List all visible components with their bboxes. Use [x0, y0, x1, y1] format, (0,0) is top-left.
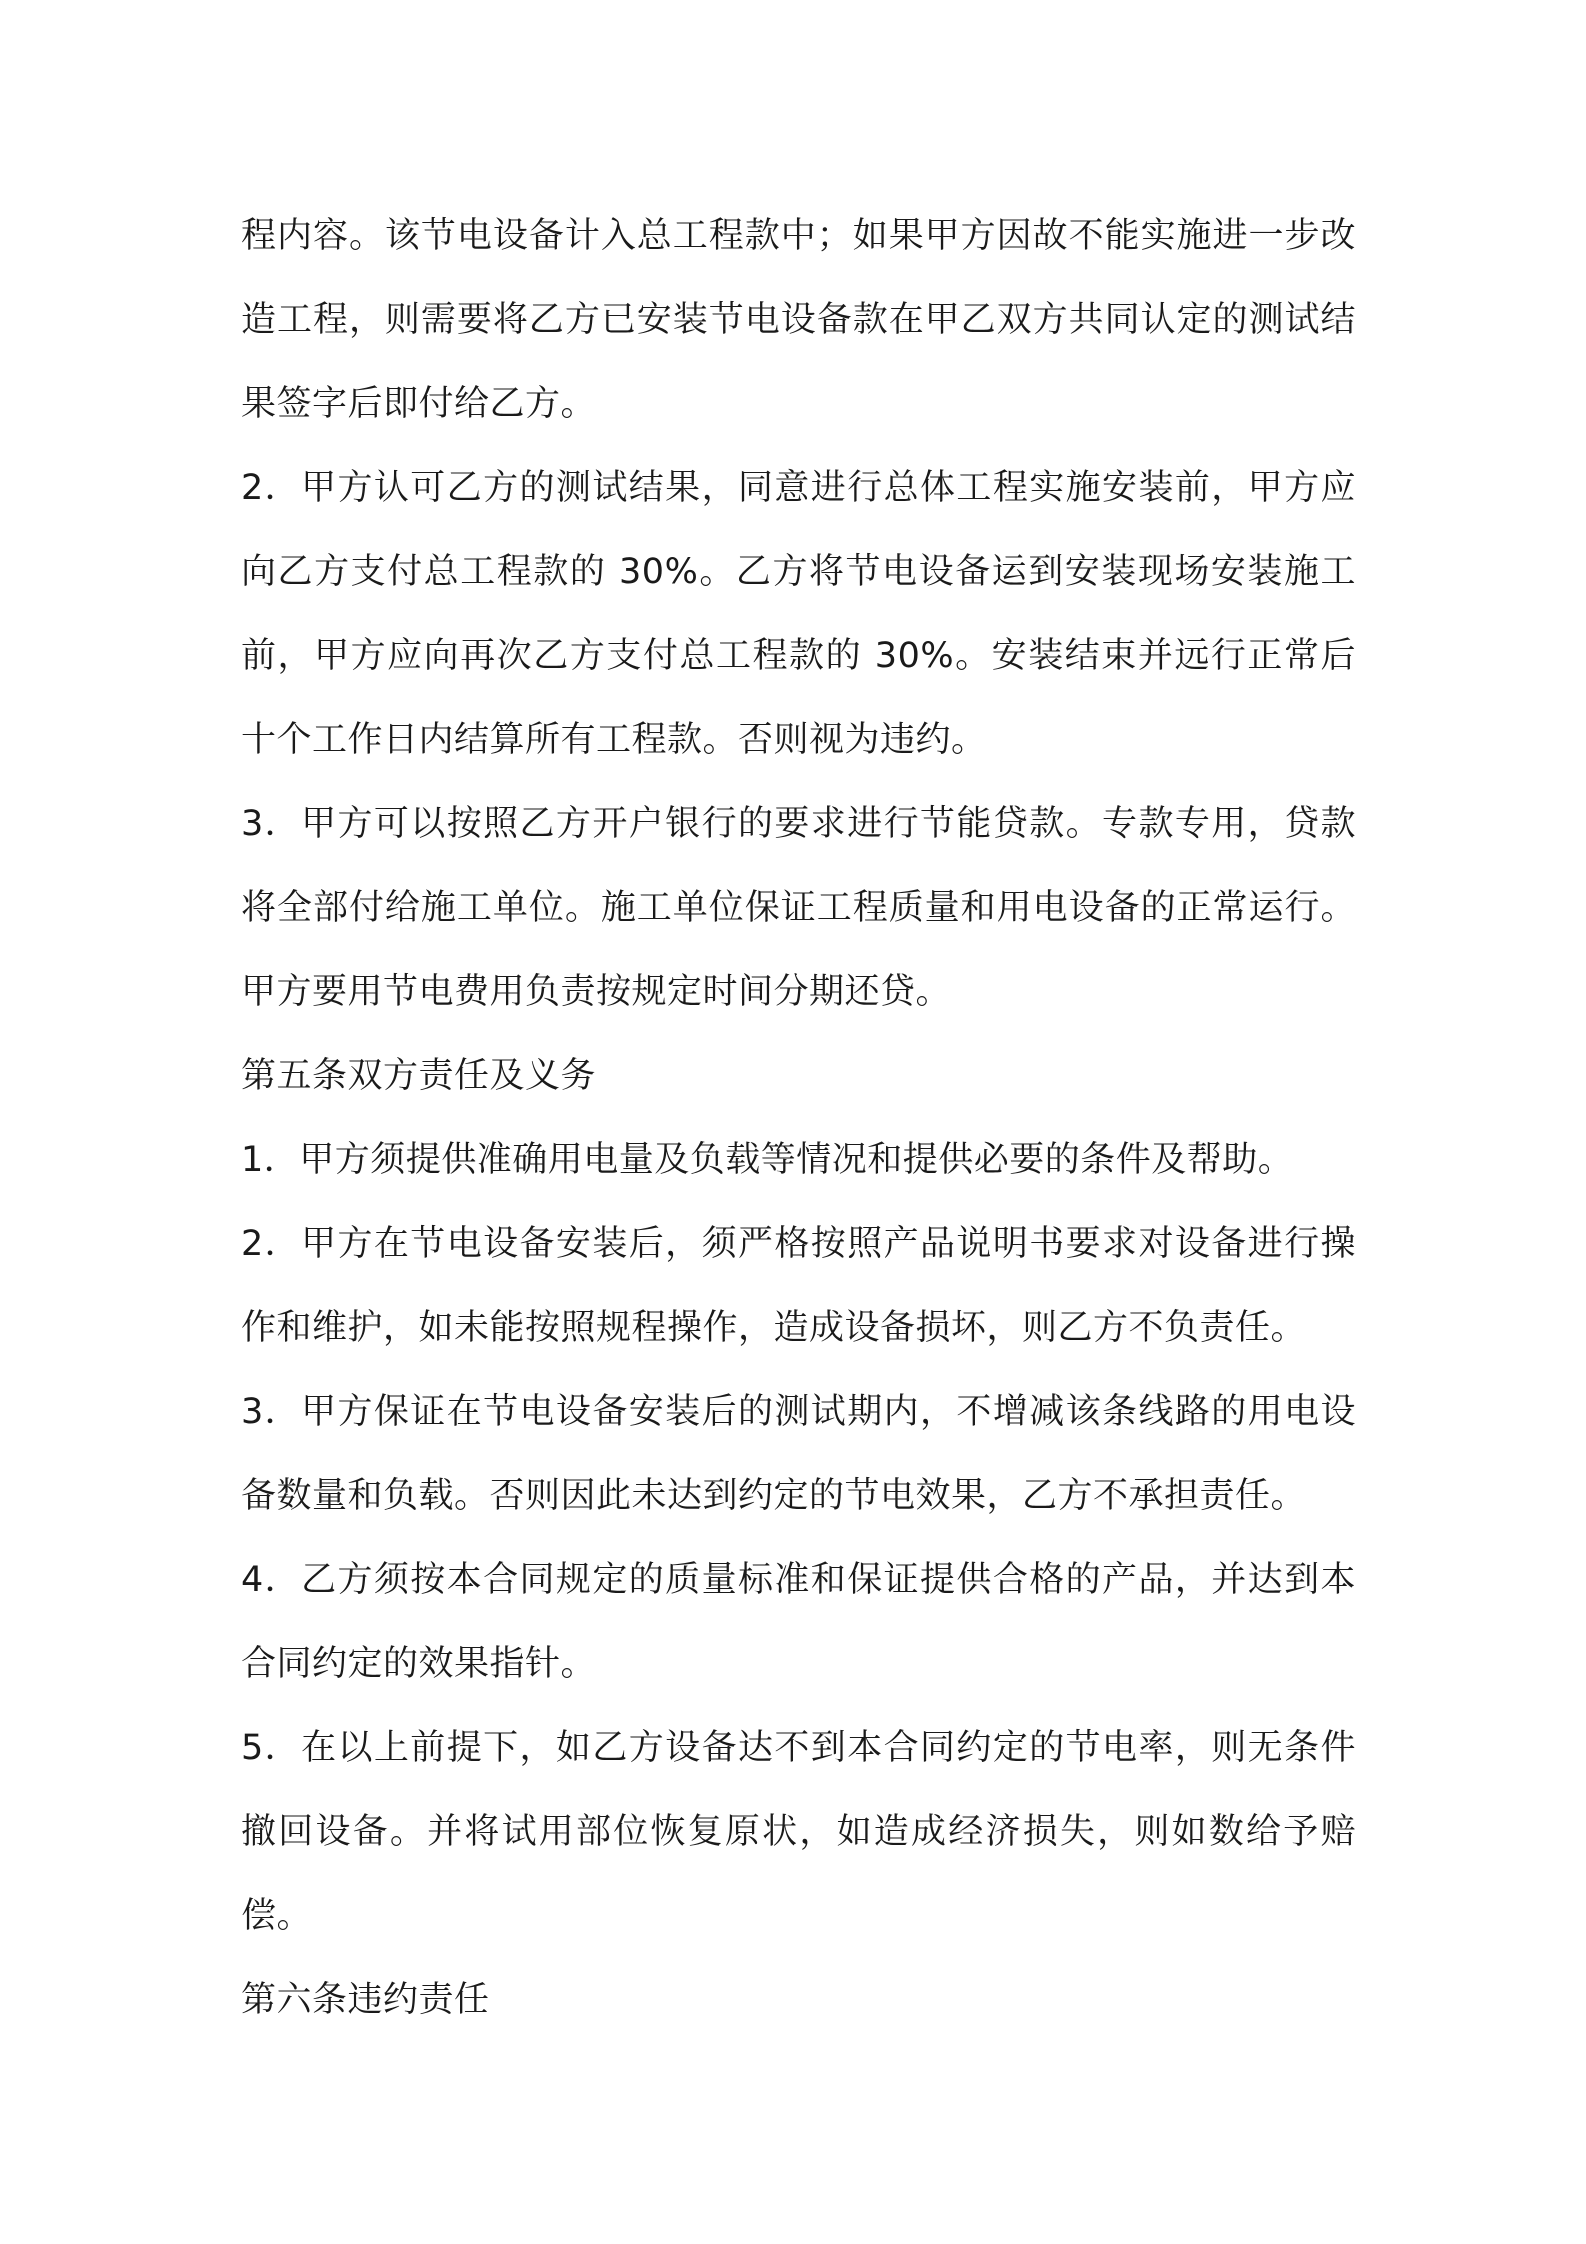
paragraph-payment-continuation: 程内容。该节电设备计入总工程款中；如果甲方因故不能实施进一步改造工程，则需要将乙方已安装节电设备款在甲乙双方共同认定的测试结果签字后即付给乙方。: [241, 216, 1356, 424]
section-5-item-1: 1．甲方须提供准确用电量及负载等情况和提供必要的条件及帮助。: [241, 1140, 1294, 1180]
section-5-heading: 第五条双方责任及义务: [241, 1056, 597, 1096]
section-6-heading: 第六条违约责任: [241, 1980, 490, 2020]
section-5-item-4: 4．乙方须按本合同规定的质量标准和保证提供合格的产品，并达到本合同约定的效果指针。: [241, 1560, 1356, 1684]
paragraph-payment-item-2: 2．甲方认可乙方的测试结果，同意进行总体工程实施安装前，甲方应向乙方支付总工程款的 30%。乙方将节电设备运到安装现场安装施工前，甲方应向再次乙方支付总工程款的 30%。安装结束并远行正常后十个工作日内结算所有工程款。否则视为违约。: [241, 468, 1356, 760]
section-5-item-5: 5．在以上前提下，如乙方设备达不到本合同约定的节电率，则无条件撤回设备。并将试用部位恢复原状，如造成经济损失，则如数给予赔偿。: [241, 1728, 1356, 1936]
paragraph-payment-item-3: 3．甲方可以按照乙方开户银行的要求进行节能贷款。专款专用，贷款将全部付给施工单位。施工单位保证工程质量和用电设备的正常运行。甲方要用节电费用负责按规定时间分期还贷。: [241, 804, 1356, 1012]
section-5-item-2: 2．甲方在节电设备安装后，须严格按照产品说明书要求对设备进行操作和维护，如未能按照规程操作，造成设备损坏，则乙方不负责任。: [241, 1224, 1356, 1348]
document-body: [241, 194, 1356, 2042]
section-5-item-3: 3．甲方保证在节电设备安装后的测试期内，不增减该条线路的用电设备数量和负载。否则因此未达到约定的节电效果，乙方不承担责任。: [241, 1392, 1356, 1516]
